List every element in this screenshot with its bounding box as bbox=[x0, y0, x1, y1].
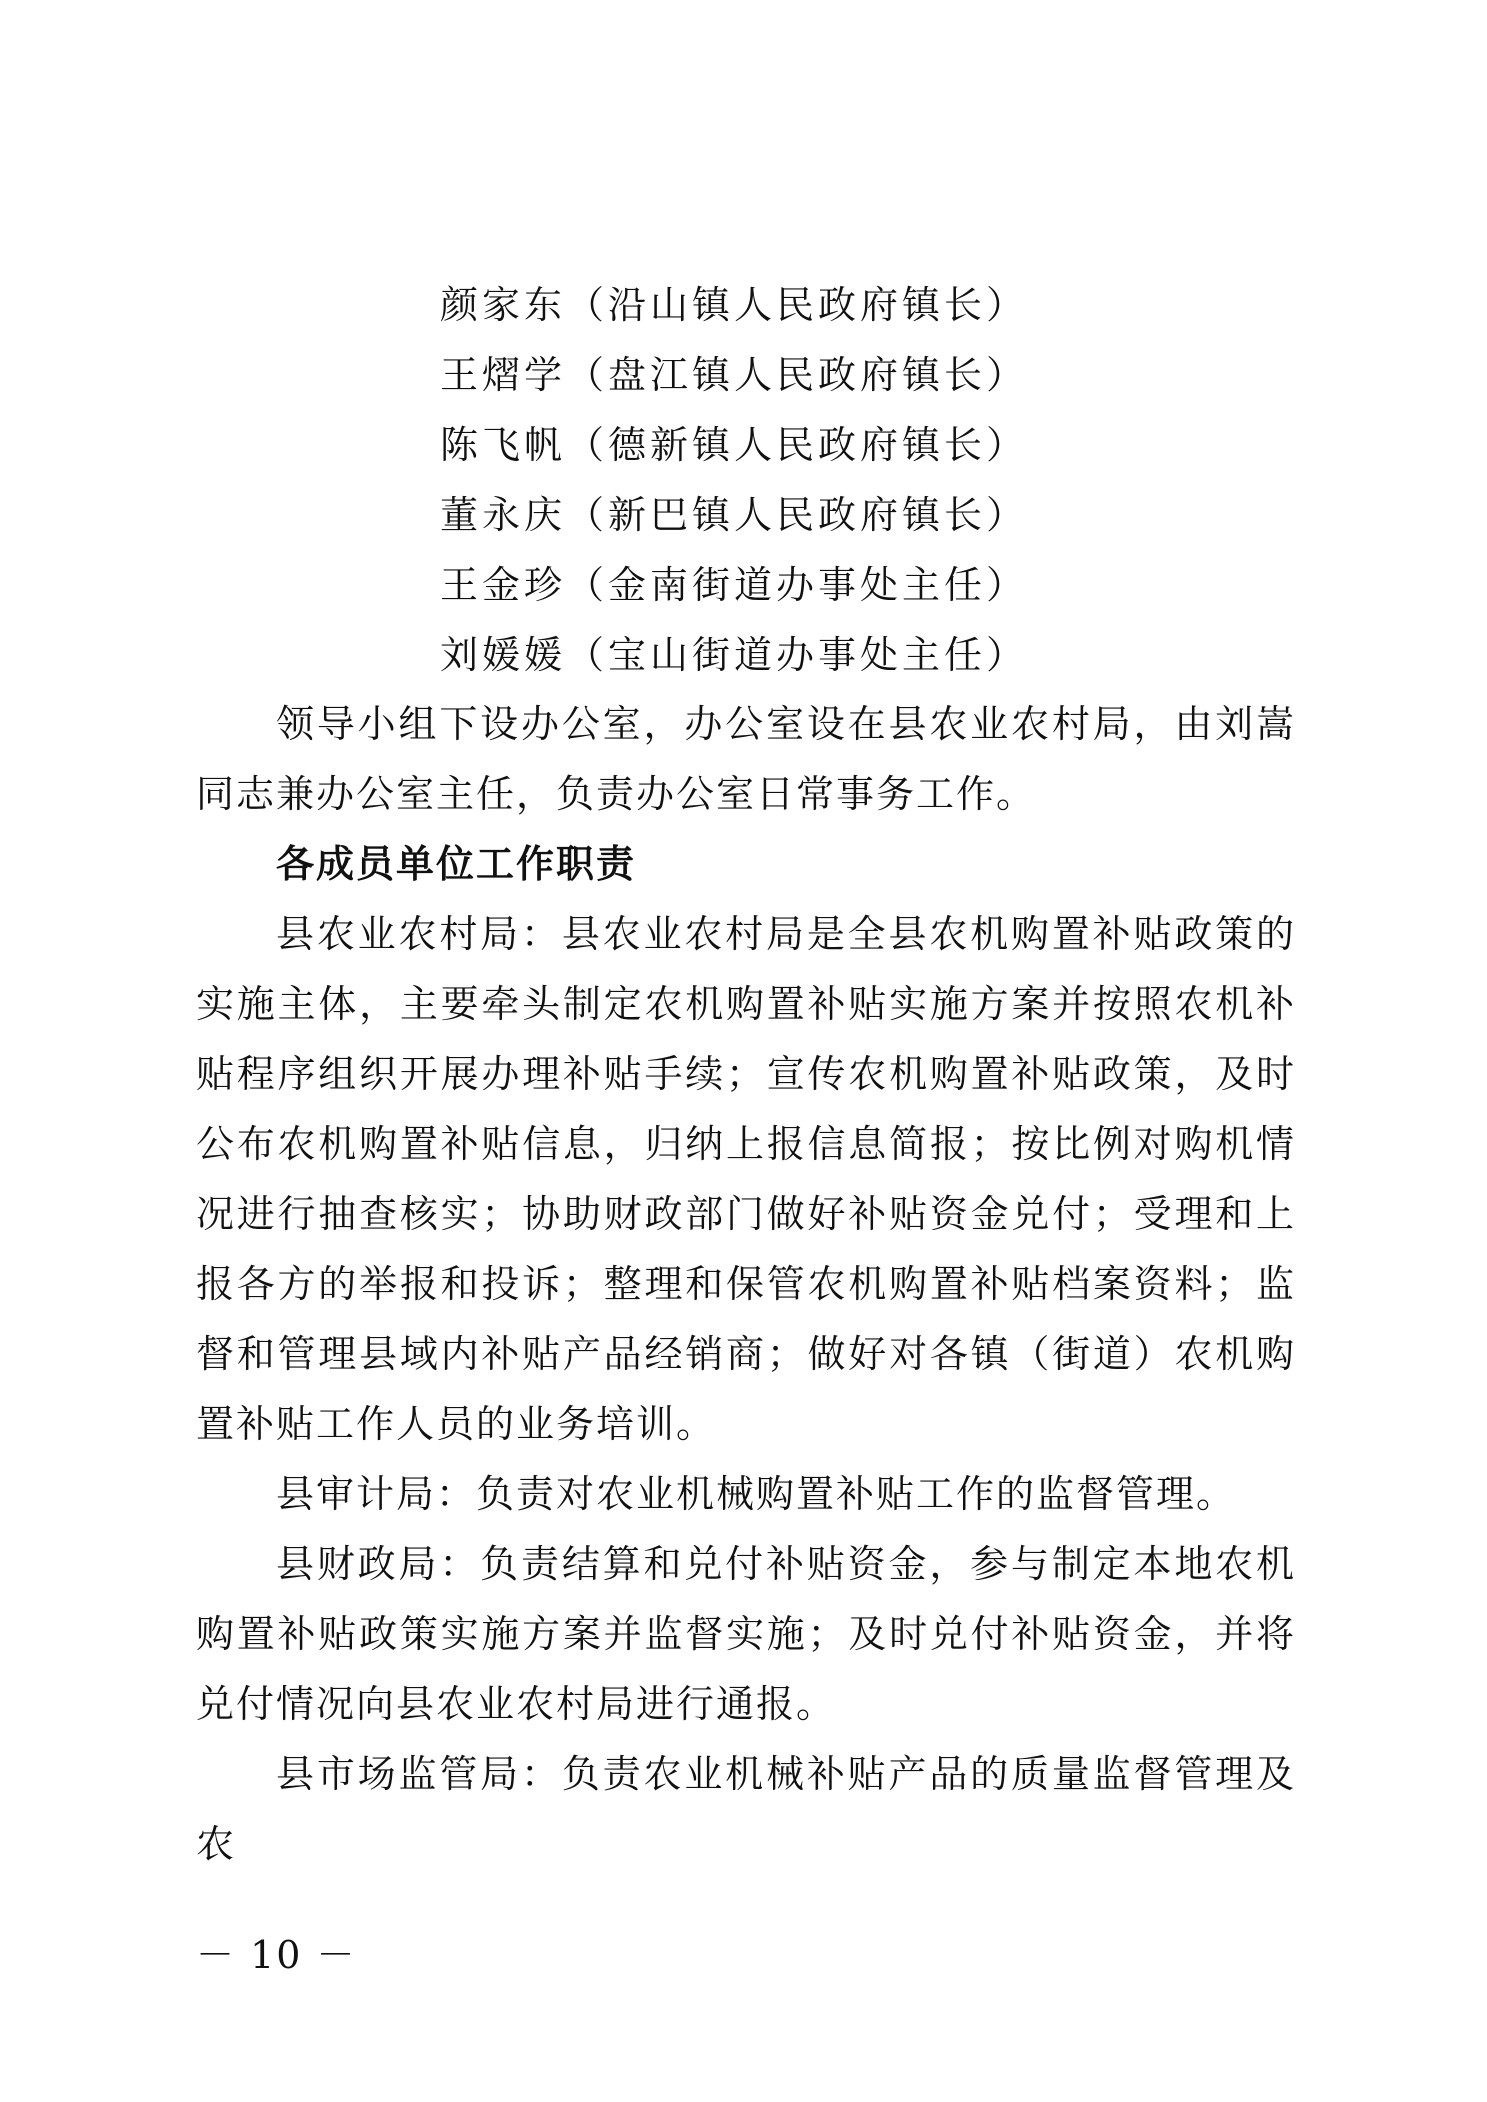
member-entry: 颜家东（沿山镇人民政府镇长） bbox=[440, 283, 1029, 327]
member-list bbox=[440, 270, 1028, 690]
duty-paragraph-audit: 县审计局：负责对农业机械购置补贴工作的监督管理。 bbox=[276, 1472, 1237, 1516]
duty-paragraph-agriculture: 县农业农村局：县农业农村局是全县农机购置补贴政策的实施主体，主要牵头制定农机购置补贴实施方案并按照农机补贴程序组织开展办理补贴手续；宣传农机购置补贴政策，及时公布农机购置补贴信息，归纳上报信息简报；按比例对购机情况进行抽查核实；协助财政部门做好补贴资金兑付；受理和上报各方的举报和投诉；整理和保管农机购置补贴档案资料；监督和管理县域内补贴产品经销商；做好对各镇（街道）农机购置补贴工作人员的业务培训。 bbox=[196, 912, 1296, 1446]
member-entry: 陈飞帆（德新镇人民政府镇长） bbox=[440, 423, 1029, 467]
duty-paragraph-market-supervision: 县市场监管局：负责农业机械补贴产品的质量监督管理及农 bbox=[196, 1752, 1296, 1866]
duty-paragraph-finance: 县财政局：负责结算和兑付补贴资金，参与制定本地农机购置补贴政策实施方案并监督实施；及时兑付补贴资金，并将兑付情况向县农业农村局进行通报。 bbox=[196, 1542, 1296, 1726]
member-entry: 刘媛媛（宝山街道办事处主任） bbox=[440, 633, 1029, 677]
section-heading: 各成员单位工作职责 bbox=[276, 841, 637, 886]
member-entry: 王金珍（金南街道办事处主任） bbox=[440, 563, 1029, 607]
office-paragraph: 领导小组下设办公室，办公室设在县农业农村局，由刘嵩同志兼办公室主任，负责办公室日常事务工作。 bbox=[196, 702, 1296, 816]
member-entry: 董永庆（新巴镇人民政府镇长） bbox=[440, 493, 1029, 537]
page-number: － 10 － bbox=[196, 1933, 357, 1977]
body-text bbox=[196, 689, 1296, 1879]
member-entry: 王熠学（盘江镇人民政府镇长） bbox=[440, 353, 1029, 397]
